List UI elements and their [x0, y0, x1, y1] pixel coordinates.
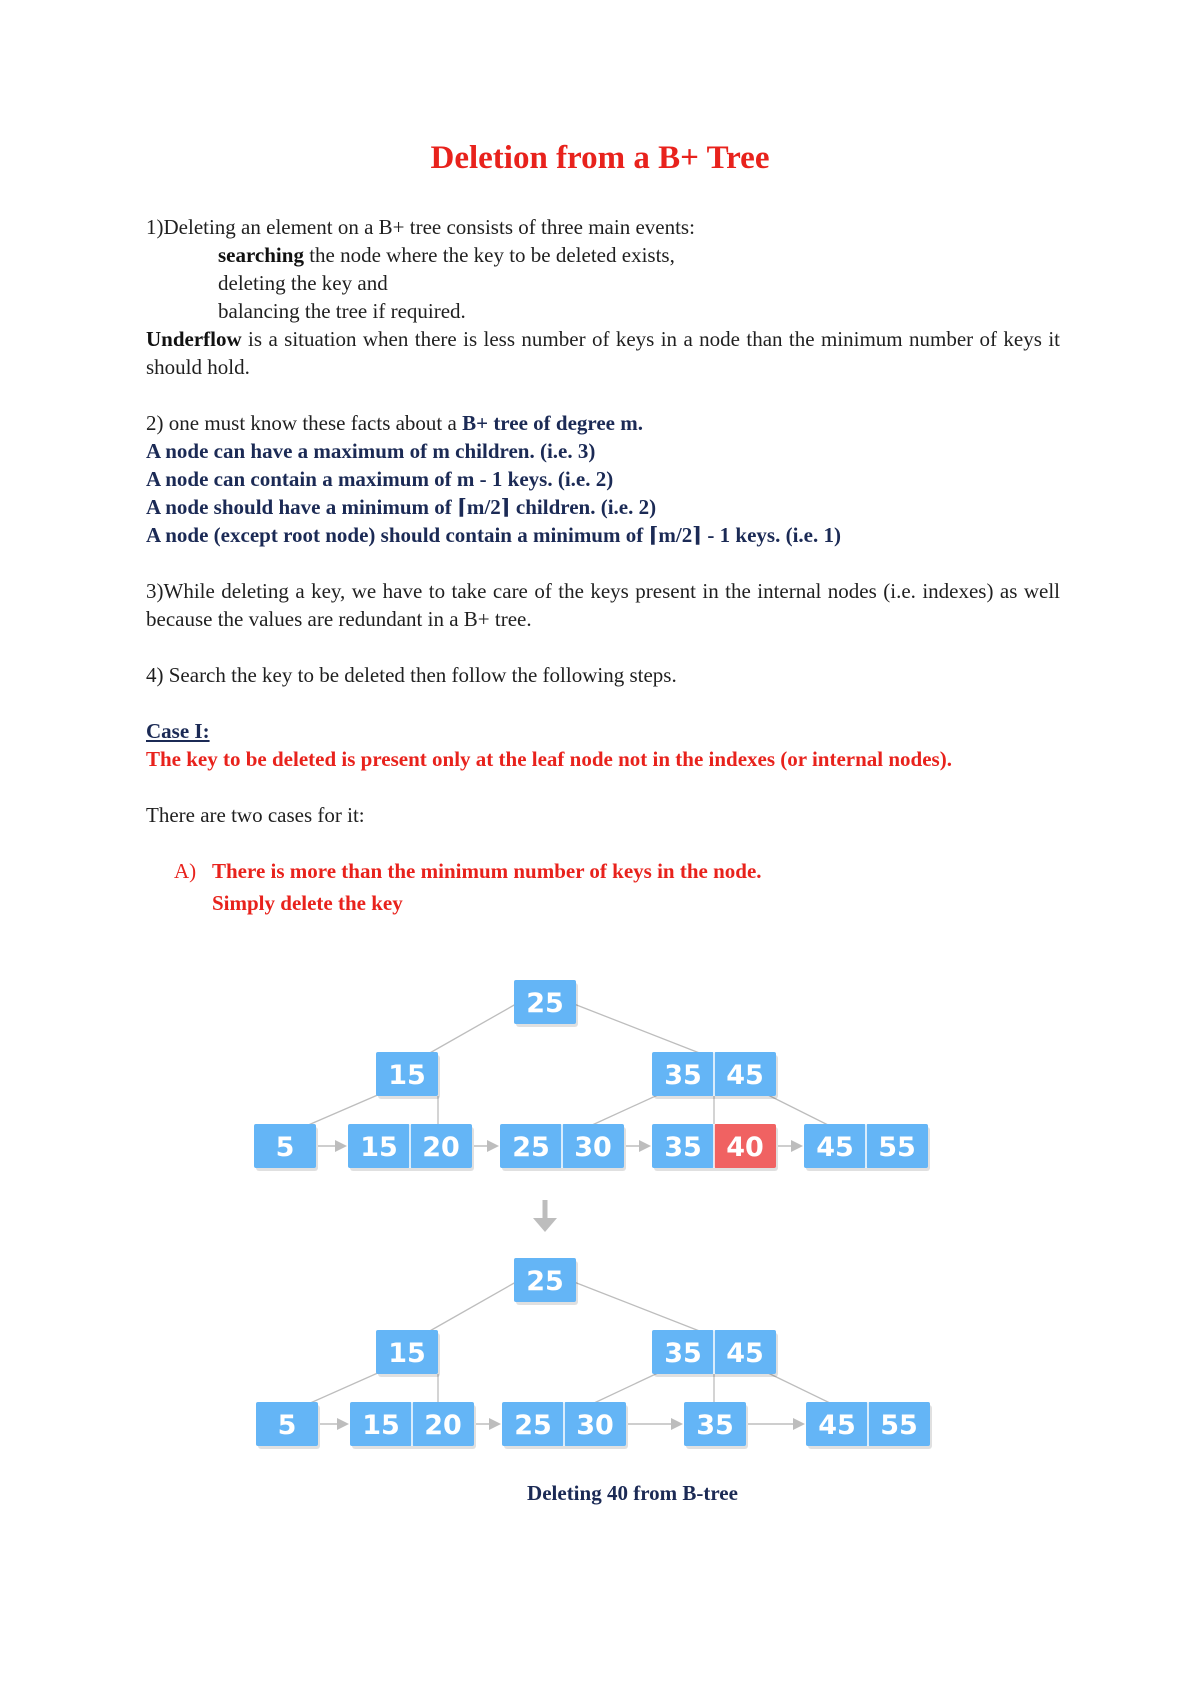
after-tree-leaf-1-key-5: 5 — [277, 1410, 297, 1441]
after-tree-edge-root-left — [428, 1282, 516, 1332]
fact-min-children: A node should have a minimum of ⌈m/2⌉ children. (i.e. 2) — [146, 495, 657, 519]
after-tree-leaf-2-key-20: 20 — [424, 1410, 462, 1441]
after-tree-leaf-2-key-15: 15 — [362, 1410, 400, 1441]
fact-min-keys: A node (except root node) should contain a minimum of ⌈m/2⌉ - 1 keys. (i.e. 1) — [146, 523, 841, 547]
before-tree-leaf-3-key-30: 30 — [574, 1132, 612, 1163]
before-tree-edge-3545-2530 — [590, 1094, 660, 1126]
before-tree-leaf-4-key-40: 40 — [726, 1132, 764, 1163]
after-tree-leaf-4-key-35: 35 — [696, 1410, 734, 1441]
before-tree-leaf-5-key-55: 55 — [878, 1132, 916, 1163]
after-tree-edge-3545-2530 — [592, 1372, 660, 1404]
fact-max-children: A node can have a maximum of m children. (i.e. 3) — [146, 439, 596, 463]
before-tree-leaf-4-key-35: 35 — [664, 1132, 702, 1163]
after-tree-leaf-3-key-30: 30 — [576, 1410, 614, 1441]
before-tree-leaf-5-key-45: 45 — [816, 1132, 854, 1163]
before-tree-internal-2-key-35: 35 — [664, 1060, 702, 1091]
section-3: 3)While deleting a key, we have to take care of the keys present in the internal nodes (i.e. indexes) as well because the values are redundant in a B+ tree. — [146, 579, 1060, 631]
before-tree-edge-root-left — [428, 1004, 516, 1054]
after-tree-internal-1-key-15: 15 — [388, 1338, 426, 1369]
case-1-description: The key to be deleted is present only at the leaf node not in the indexes (or internal nodes). — [146, 747, 952, 771]
subcase-a-line-2: Simply delete the key — [212, 891, 403, 915]
before-tree-leaf-2-key-20: 20 — [422, 1132, 460, 1163]
underflow-text: is a situation when there is less number of keys in a node than the minimum number of keys it should hold. — [146, 327, 1060, 379]
before-tree-edge-15-5 — [306, 1094, 380, 1126]
fact-max-keys: A node can contain a maximum of m - 1 keys. (i.e. 2) — [146, 467, 614, 491]
section-2-intro-bold: B+ tree of degree m. — [462, 411, 643, 435]
step-searching-rest: the node where the key to be deleted exists, — [303, 243, 675, 267]
before-tree-leaf-2-key-15: 15 — [360, 1132, 398, 1163]
section-4: 4) Search the key to be deleted then follow the following steps. — [146, 663, 677, 687]
after-tree-edge-15-5 — [308, 1372, 380, 1404]
after-tree-internal-2-key-35: 35 — [664, 1338, 702, 1369]
before-tree-internal-2-key-45: 45 — [726, 1060, 764, 1091]
section-2-intro-text: 2) one must know these facts about a — [146, 411, 463, 435]
subcase-a-marker: A) — [174, 859, 197, 883]
case-1-heading: Case I: — [146, 719, 210, 743]
page-title: Deletion from a B+ Tree — [430, 140, 770, 176]
step-deleting: deleting the key and — [218, 271, 388, 295]
underflow-term: Underflow — [146, 327, 242, 351]
after-tree-leaf-5-key-55: 55 — [880, 1410, 918, 1441]
after-tree-leaf-5-key-45: 45 — [818, 1410, 856, 1441]
before-tree-internal-1-key-15: 15 — [388, 1060, 426, 1091]
before-tree-root-key-25: 25 — [526, 988, 564, 1019]
down-arrow-icon — [533, 1218, 557, 1232]
step-balancing: balancing the tree if required. — [218, 299, 466, 323]
after-tree-edge-root-right — [574, 1282, 702, 1332]
before-tree-leaf-1-key-5: 5 — [275, 1132, 295, 1163]
after-tree-root-key-25: 25 — [526, 1266, 564, 1297]
after-tree-internal-2-key-45: 45 — [726, 1338, 764, 1369]
before-tree-edge-root-right — [574, 1004, 702, 1054]
case-1-note: There are two cases for it: — [146, 803, 365, 827]
figure-caption: Deleting 40 from B-tree — [527, 1481, 738, 1505]
after-tree-leaf-3-key-25: 25 — [514, 1410, 552, 1441]
subcase-a-line-1: There is more than the minimum number of keys in the node. — [212, 859, 762, 883]
step-searching-bold: searching — [218, 243, 304, 267]
section-1-intro: 1)Deleting an element on a B+ tree consists of three main events: — [146, 215, 695, 239]
before-tree-leaf-3-key-25: 25 — [512, 1132, 550, 1163]
